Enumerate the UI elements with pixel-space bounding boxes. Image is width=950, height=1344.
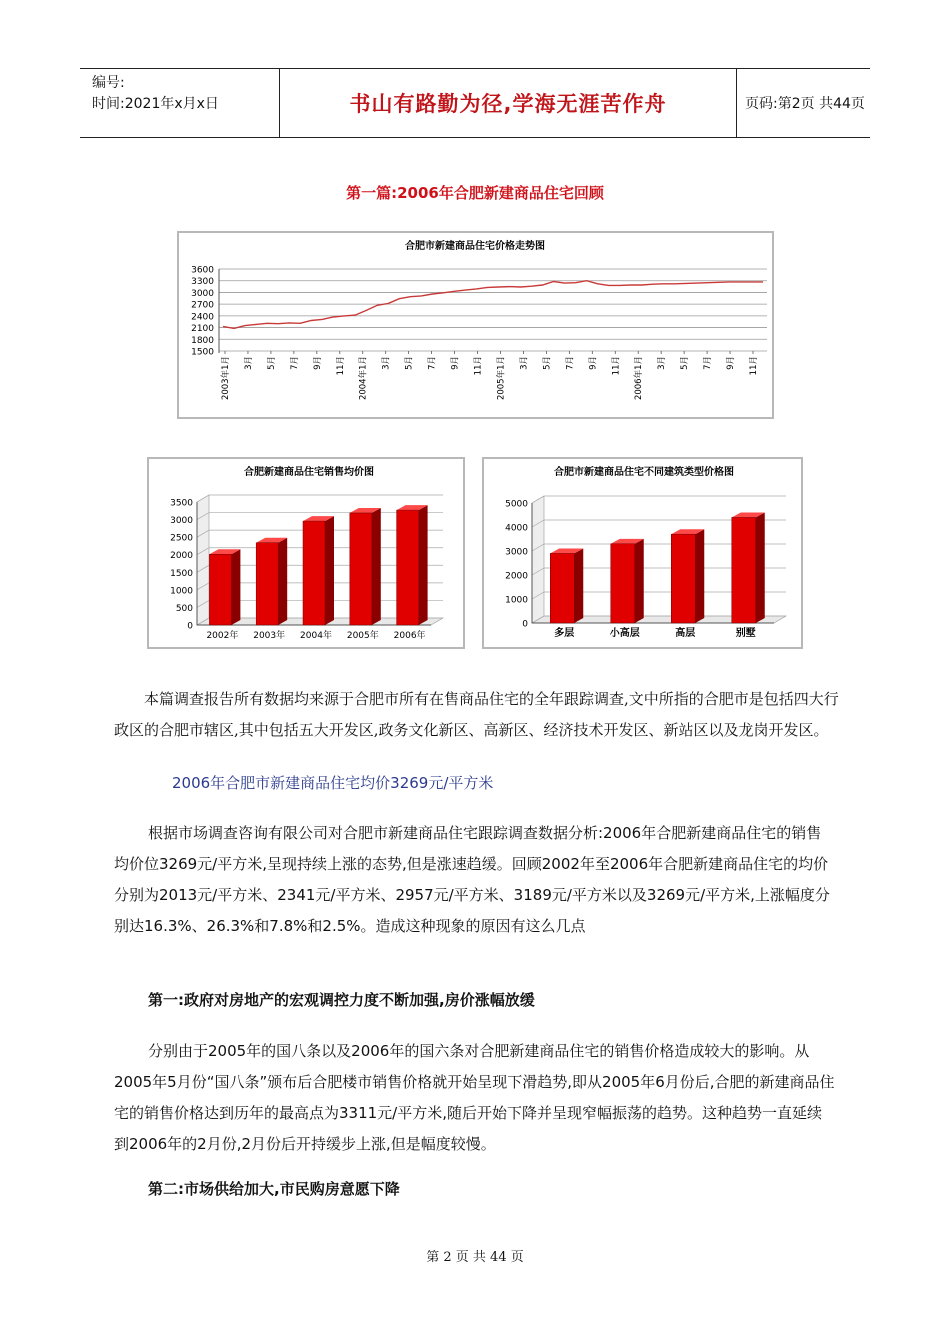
x-tick-label: 5月 [266, 356, 277, 370]
y-tick-label: 0 [187, 621, 193, 632]
x-tick-label: 9月 [450, 356, 461, 370]
point1-paragraph [114, 1036, 836, 1160]
x-tick-label: 9月 [726, 356, 737, 370]
x-tick-label: 11月 [749, 356, 759, 376]
bar [732, 517, 756, 623]
x-tick-label: 3月 [519, 356, 530, 370]
avg-price-chart-frame [147, 457, 465, 649]
x-tick-label: 别墅 [735, 628, 756, 639]
bar-side [635, 539, 644, 623]
x-tick-label: 多层 [554, 628, 575, 639]
bar [303, 521, 325, 625]
bar-side [325, 516, 334, 625]
bar-side [695, 529, 704, 623]
y-tick-label: 2000 [505, 571, 528, 582]
y-tick-label: 500 [175, 603, 193, 614]
x-tick-label: 7月 [289, 356, 300, 370]
header-motto: 书山有路勤为径,学海无涯苦作舟 [280, 69, 737, 137]
y-tick-label: 3000 [191, 288, 214, 299]
chart-title: 合肥市新建商品住宅价格走势图 [405, 241, 545, 252]
page-footer: 第 2 页 共 44 页 [426, 1250, 524, 1265]
x-tick-label: 11月 [473, 356, 484, 376]
y-tick-label: 1500 [170, 568, 193, 579]
type-price-bar-chart [484, 459, 801, 647]
bar [209, 554, 231, 625]
y-tick-label: 3600 [191, 265, 214, 276]
x-tick-label: 2004年 [300, 631, 332, 641]
type-price-chart-frame [482, 457, 803, 649]
y-tick-label: 1800 [191, 335, 214, 346]
bar-side [278, 538, 287, 625]
x-tick-label: 2006年1月 [634, 356, 645, 401]
chart-side-wall [197, 495, 209, 625]
intro-paragraph [114, 684, 844, 746]
y-tick-label: 2100 [191, 324, 214, 335]
price-trend-line-chart [179, 233, 772, 417]
bar-side [574, 548, 583, 623]
y-tick-label: 2700 [191, 300, 214, 311]
x-tick-label: 2003年1月 [221, 356, 231, 401]
x-tick-label: 11月 [611, 356, 622, 376]
time-label: 时间:2021年x月x日 [92, 96, 219, 112]
number-label: 编号: [92, 75, 125, 91]
bar [397, 510, 419, 625]
section-title: 第一篇:2006年合肥新建商品住宅回顾 [346, 184, 604, 202]
x-tick-label: 2006年 [393, 631, 426, 641]
x-tick-label: 5月 [680, 356, 691, 370]
x-tick-label: 5月 [542, 356, 553, 370]
x-tick-label: 9月 [312, 356, 323, 370]
x-tick-label: 小高层 [609, 628, 640, 639]
line-chart-frame [177, 231, 774, 419]
avg-price-bar-chart [149, 459, 463, 647]
gridline [532, 496, 786, 503]
bar [256, 543, 278, 625]
bar-side [419, 505, 428, 625]
x-tick-label: 2005年 [346, 631, 379, 641]
bar-side [231, 549, 240, 625]
header-meta [80, 69, 280, 137]
x-tick-label: 5月 [404, 356, 415, 370]
x-tick-label: 9月 [588, 356, 599, 370]
header-page-info: 页码:第2页 共44页 [745, 96, 865, 112]
x-tick-label: 7月 [427, 356, 438, 370]
x-tick-label: 7月 [703, 356, 714, 370]
avg-price-heading: 2006年合肥市新建商品住宅均价3269元/平方米 [172, 774, 494, 792]
intro-text: 本篇调查报告所有数据均来源于合肥市所有在售商品住宅的全年跟踪调查,文中所指的合肥市是包括四大行政区的合肥市辖区,其中包括五大开发区,政务文化新区、高新区、经济技术开发区、新站区以及龙岗开发区。 [114, 690, 839, 739]
y-tick-label: 3000 [505, 547, 528, 558]
y-tick-label: 2000 [170, 551, 193, 562]
chart-title: 合肥市新建商品住宅不同建筑类型价格图 [554, 467, 734, 478]
analysis-text: 根据市场调查咨询有限公司对合肥市新建商品住宅跟踪调查数据分析:2006年合肥新建商品住宅的销售均价位3269元/平方米,呈现持续上涨的态势,但是涨速趋缓。回顾2002年至2006年合肥新建商品住宅的均价分别为2013元/平方米、2341元/平方米、2957元/平方米、3189元/平方米以及3269元/平方米,上涨幅度分别达16.3%、26.3%和7.8%和2.5%。造成这种现象的原因有这么几点 [114, 824, 830, 935]
y-tick-label: 1500 [191, 347, 214, 358]
y-tick-label: 0 [522, 619, 528, 630]
y-tick-label: 1000 [505, 595, 528, 606]
y-tick-label: 3300 [191, 277, 214, 288]
x-tick-label: 7月 [565, 356, 576, 370]
y-tick-label: 3500 [170, 498, 193, 509]
series-line [223, 281, 763, 329]
chart-title: 合肥新建商品住宅销售均价图 [244, 467, 374, 478]
y-tick-label: 3000 [170, 516, 193, 527]
y-tick-label: 2500 [170, 533, 193, 544]
point2-heading: 第二:市场供给加大,市民购房意愿下降 [148, 1180, 400, 1198]
bar-side [756, 512, 765, 623]
bar [671, 534, 695, 623]
y-tick-label: 1000 [170, 586, 193, 597]
x-tick-label: 3月 [381, 356, 392, 370]
x-tick-label: 高层 [675, 628, 696, 639]
chart-side-wall [532, 496, 544, 623]
x-tick-label: 2004年1月 [358, 356, 369, 401]
x-tick-label: 3月 [243, 356, 254, 370]
point1-text: 分别由于2005年的国八条以及2006年的国六条对合肥新建商品住宅的销售价格造成较大的影响。从2005年5月份“国八条”颁布后合肥楼市销售价格就开始呈现下滑趋势,即从2005年6月份后,合肥的新建商品住宅的销售价格达到历年的最高点为3311元/平方米,随后开始下降并呈现窄幅振荡的趋势。这种趋势一直延续到2006年的2月份,2月份后开持缓步上涨,但是幅度较慢。 [114, 1042, 835, 1153]
x-tick-label: 3月 [657, 356, 668, 370]
x-tick-label: 11月 [335, 356, 346, 376]
point1-heading: 第一:政府对房地产的宏观调控力度不断加强,房价涨幅放缓 [148, 991, 535, 1009]
gridline [197, 495, 443, 502]
y-tick-label: 4000 [505, 523, 528, 534]
y-tick-label: 2400 [191, 312, 214, 323]
bar [350, 513, 372, 625]
analysis-paragraph [114, 818, 836, 942]
header-table [80, 68, 870, 138]
bar-side [372, 508, 381, 625]
x-tick-label: 2005年1月 [496, 356, 507, 401]
x-tick-label: 2002年 [206, 631, 239, 641]
x-tick-label: 2003年 [253, 631, 286, 641]
bar [611, 544, 635, 623]
bar [550, 553, 574, 623]
y-tick-label: 5000 [505, 499, 528, 510]
